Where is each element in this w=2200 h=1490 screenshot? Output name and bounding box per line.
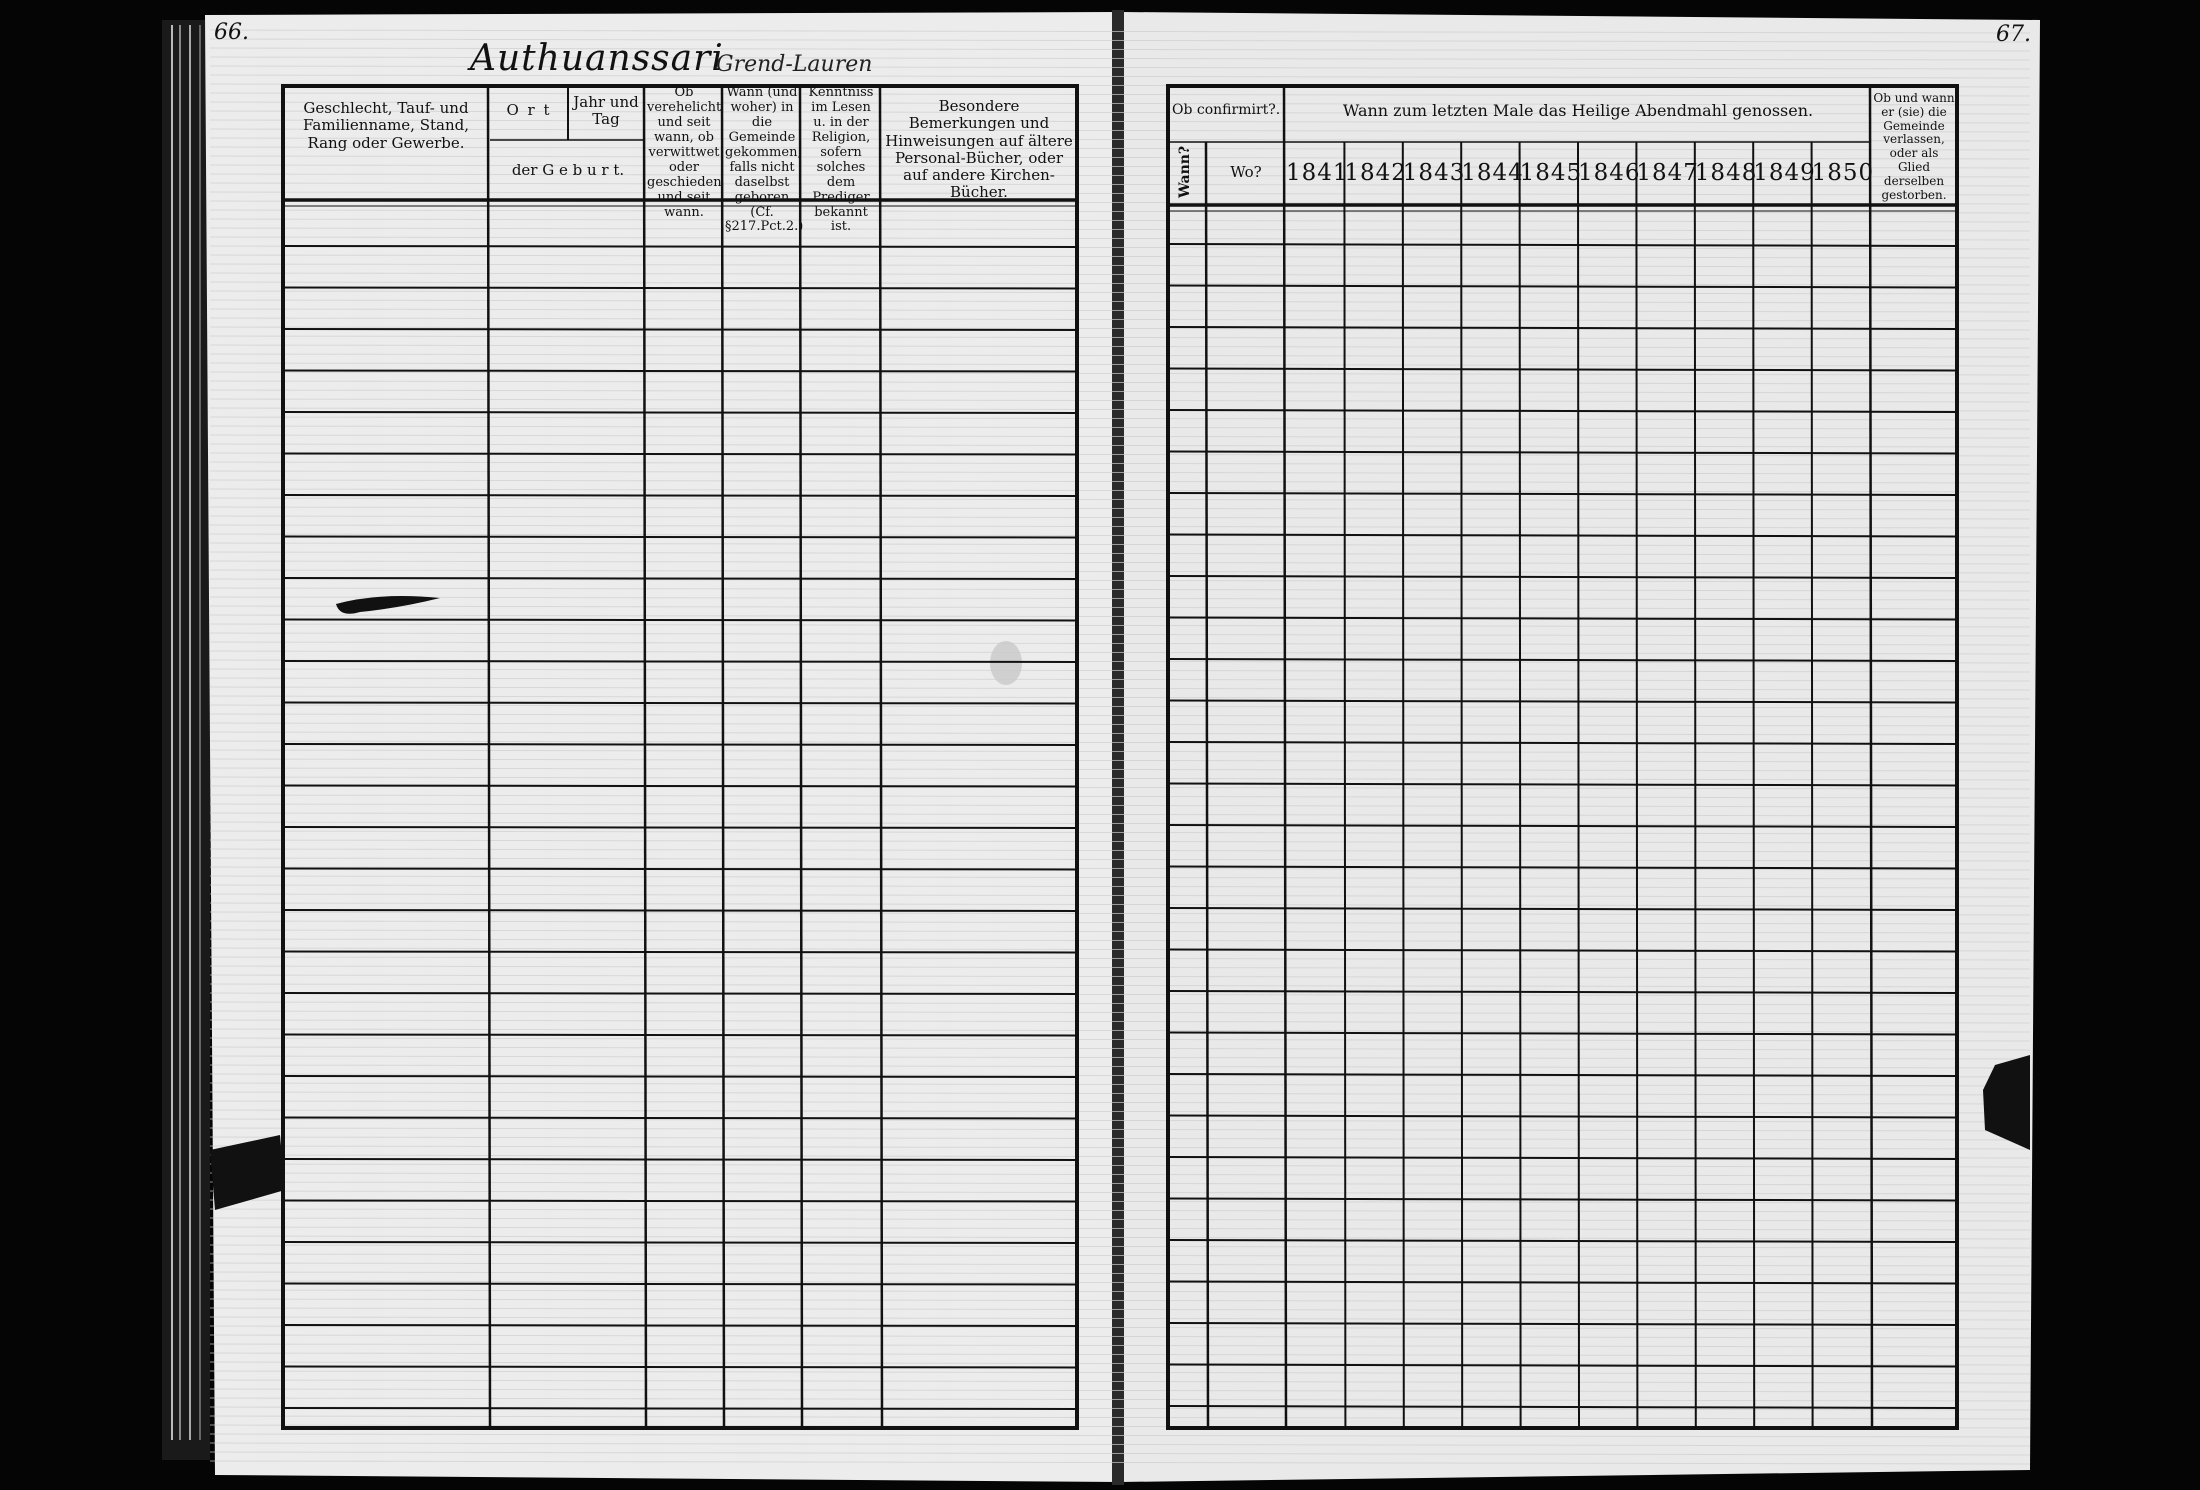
col-header-remarks: Besondere Bemerkungen und Hinweisungen auf ältere Personal-Bücher, oder auf andere Kirchen-Bücher. [885,97,1073,202]
year-header-1846: 1846 [1578,160,1641,186]
col-header-reading: Kenntniss im Lesen u. in der Religion, sofern solches dem Prediger bekannt ist. [808,85,874,235]
col-header-when: Wann? [1177,145,1193,198]
year-header-1847: 1847 [1636,160,1699,186]
year-header-1848: 1848 [1694,160,1758,186]
col-header-arrival: Wann (und woher) in die Gemeinde gekommen; falls nicht daselbst geboren (Cf. §217.Pct.2.) [725,85,804,235]
col-header-name: Geschlecht, Tauf- und Familienname, Stand, Rang oder Gewerbe. [302,99,469,152]
handwritten-village-name: Authuanssari [470,38,724,79]
col-header-communion: Wann zum letzten Male das Heilige Abendmahl genossen. [1342,101,1814,120]
page-number-right: 67. [1996,22,2031,47]
year-header-1843: 1843 [1402,160,1466,186]
col-header-marital: Ob verehelicht und seit wann, ob verwittwet oder geschieden und seit wann. [647,85,722,220]
col-header-year-day: Jahr und Tag [573,93,639,129]
col-header-place: O r t [506,101,552,119]
handwritten-subtitle: Grend-Lauren [716,52,873,77]
col-header-left-community: Ob und wann er (sie) die Gemeinde verlassen, oder als Glied derselben gestorben. [1873,91,1955,202]
year-header-1845: 1845 [1519,160,1583,186]
year-header-1850: 1850 [1811,160,1875,186]
year-header-1849: 1849 [1753,160,1816,186]
year-header-1844: 1844 [1461,160,1524,186]
year-header-1841: 1841 [1286,160,1349,186]
col-header-where: Wo? [1230,163,1262,181]
col-header-confirmed: Ob confirmirt?. [1172,102,1281,118]
left-page [205,12,1120,1482]
right-page [1120,12,2040,1482]
page-number-left: 66. [214,20,249,45]
col-header-birth: der G e b u r t. [511,161,625,179]
year-header-1842: 1842 [1344,160,1407,186]
